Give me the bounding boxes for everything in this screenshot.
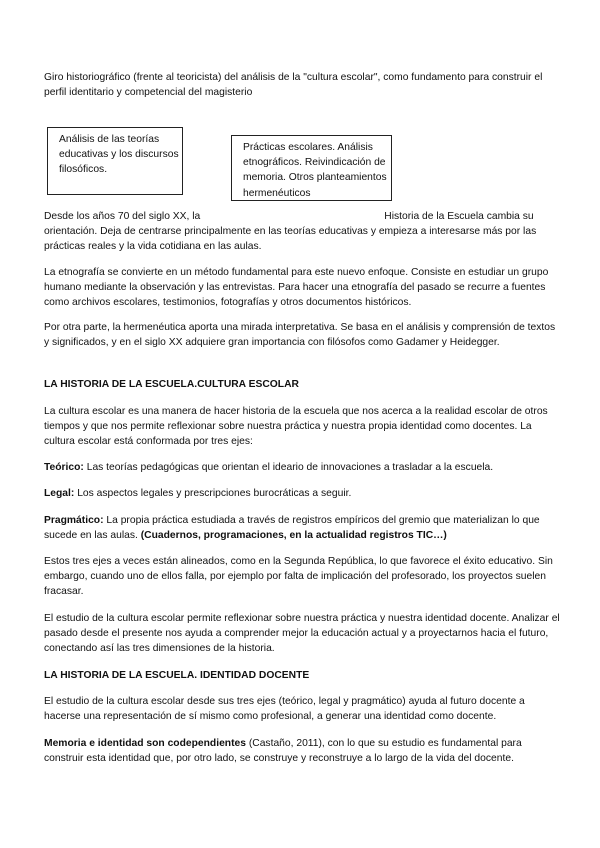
concept-box-theories bbox=[47, 127, 183, 195]
paragraph-identidad: El estudio de la cultura escolar desde sus tres ejes (teórico, legal y pragmático) ayuda al futuro docente a hacerse una representación de sí mismo como profesional, a generar una identidad como docente. bbox=[44, 696, 525, 723]
paragraph-ethnography: La etnografía se convierte en un método fundamental para este nuevo enfoque. Consiste en estudiar un grupo humano mediante la observación y las entrevistas. Para hacer una etnografía del pasado se recurre a fuentes como archivos escolares, testimonios, fotografías y otros documentos históricos. bbox=[44, 267, 549, 309]
axis-pragmatico-examples: (Cuadernos, programaciones, en la actualidad registros TIC…) bbox=[140, 530, 447, 542]
axis-pragmatico bbox=[44, 513, 561, 543]
paragraph-hermeneutics: Por otra parte, la hermenéutica aporta una mirada interpretativa. Se basa en el análisis y comprensión de textos y significados, y en el siglo XX adquiere gran importancia con filósofos como Gadamer y Heidegger. bbox=[44, 322, 556, 349]
intro-paragraph: Giro historiográfico (frente al teoricista) del análisis de la "cultura escolar", como fundamento para construir el perfil identitario y competencial del magisterio bbox=[44, 72, 543, 99]
orientation-text-start: Desde los años 70 del siglo XX, la bbox=[44, 211, 201, 222]
memoria-text: (Castaño, 2011), con lo que su estudio es fundamental para construir esta identidad que, por otro lado, se construye y reconstruye a lo largo de la vida del docente. bbox=[44, 738, 522, 765]
concept-box-practices-text: Prácticas escolares. Análisis etnográficos. Reivindicación de memoria. Otros planteamientos hermenéuticos bbox=[243, 142, 387, 199]
axis-teorico bbox=[44, 460, 561, 475]
axis-legal bbox=[44, 486, 561, 501]
axis-teorico-label: Teórico: bbox=[44, 462, 84, 473]
orientation-text-end: Historia de la Escuela cambia su orientación. Deja de centrarse principalmente en las teorías educativas y empieza a interesarse más por las prácticas reales y la vida cotidiana en las aulas. bbox=[44, 211, 537, 253]
concept-box-practices bbox=[231, 135, 392, 201]
paragraph-cultura-escolar: La cultura escolar es una manera de hacer historia de la escuela que nos acerca a la realidad escolar de otros tiempos y que nos permite reflexionar sobre nuestra práctica y nuestra propia identidad como docentes. La cultura escolar está conformada por tres ejes: bbox=[44, 406, 548, 448]
concept-box-theories-text: Análisis de las teorías educativas y los discursos filosóficos. bbox=[59, 134, 179, 176]
axis-legal-text: Los aspectos legales y prescripciones burocráticas a seguir. bbox=[74, 488, 352, 499]
axis-pragmatico-text: La propia práctica estudiada a través de registros empíricos del gremio que materializan lo que sucede en las aulas. bbox=[44, 515, 540, 542]
section-heading-cultura-escolar: LA HISTORIA DE LA ESCUELA.CULTURA ESCOLAR bbox=[44, 379, 299, 390]
section-heading-identidad-docente: LA HISTORIA DE LA ESCUELA. IDENTIDAD DOCENTE bbox=[44, 670, 310, 681]
axis-legal-label: Legal: bbox=[44, 488, 75, 499]
memoria-label: Memoria e identidad son codependientes bbox=[44, 738, 246, 749]
axis-teorico-text: Las teorías pedagógicas que orientan el ideario de innovaciones a trasladar a la escuela. bbox=[83, 462, 494, 473]
paragraph-memoria bbox=[44, 736, 561, 766]
axis-pragmatico-label: Pragmático: bbox=[44, 515, 104, 526]
paragraph-reflexion: El estudio de la cultura escolar permite reflexionar sobre nuestra práctica y nuestra identidad docente. Analizar el pasado desde el presente nos ayuda a comprender mejor la educación actual y a proyectarnos hacia el futuro, conectando así las tres dimensiones de la historia. bbox=[44, 613, 560, 655]
paragraph-ejes-alineados: Estos tres ejes a veces están alineados, como en la Segunda República, lo que favorece el éxito educativo. Sin embargo, cuando uno de ellos falla, por ejemplo por falta de implicación del profesorado, los proyectos suelen fracasar. bbox=[44, 556, 553, 598]
paragraph-orientation bbox=[44, 209, 561, 255]
